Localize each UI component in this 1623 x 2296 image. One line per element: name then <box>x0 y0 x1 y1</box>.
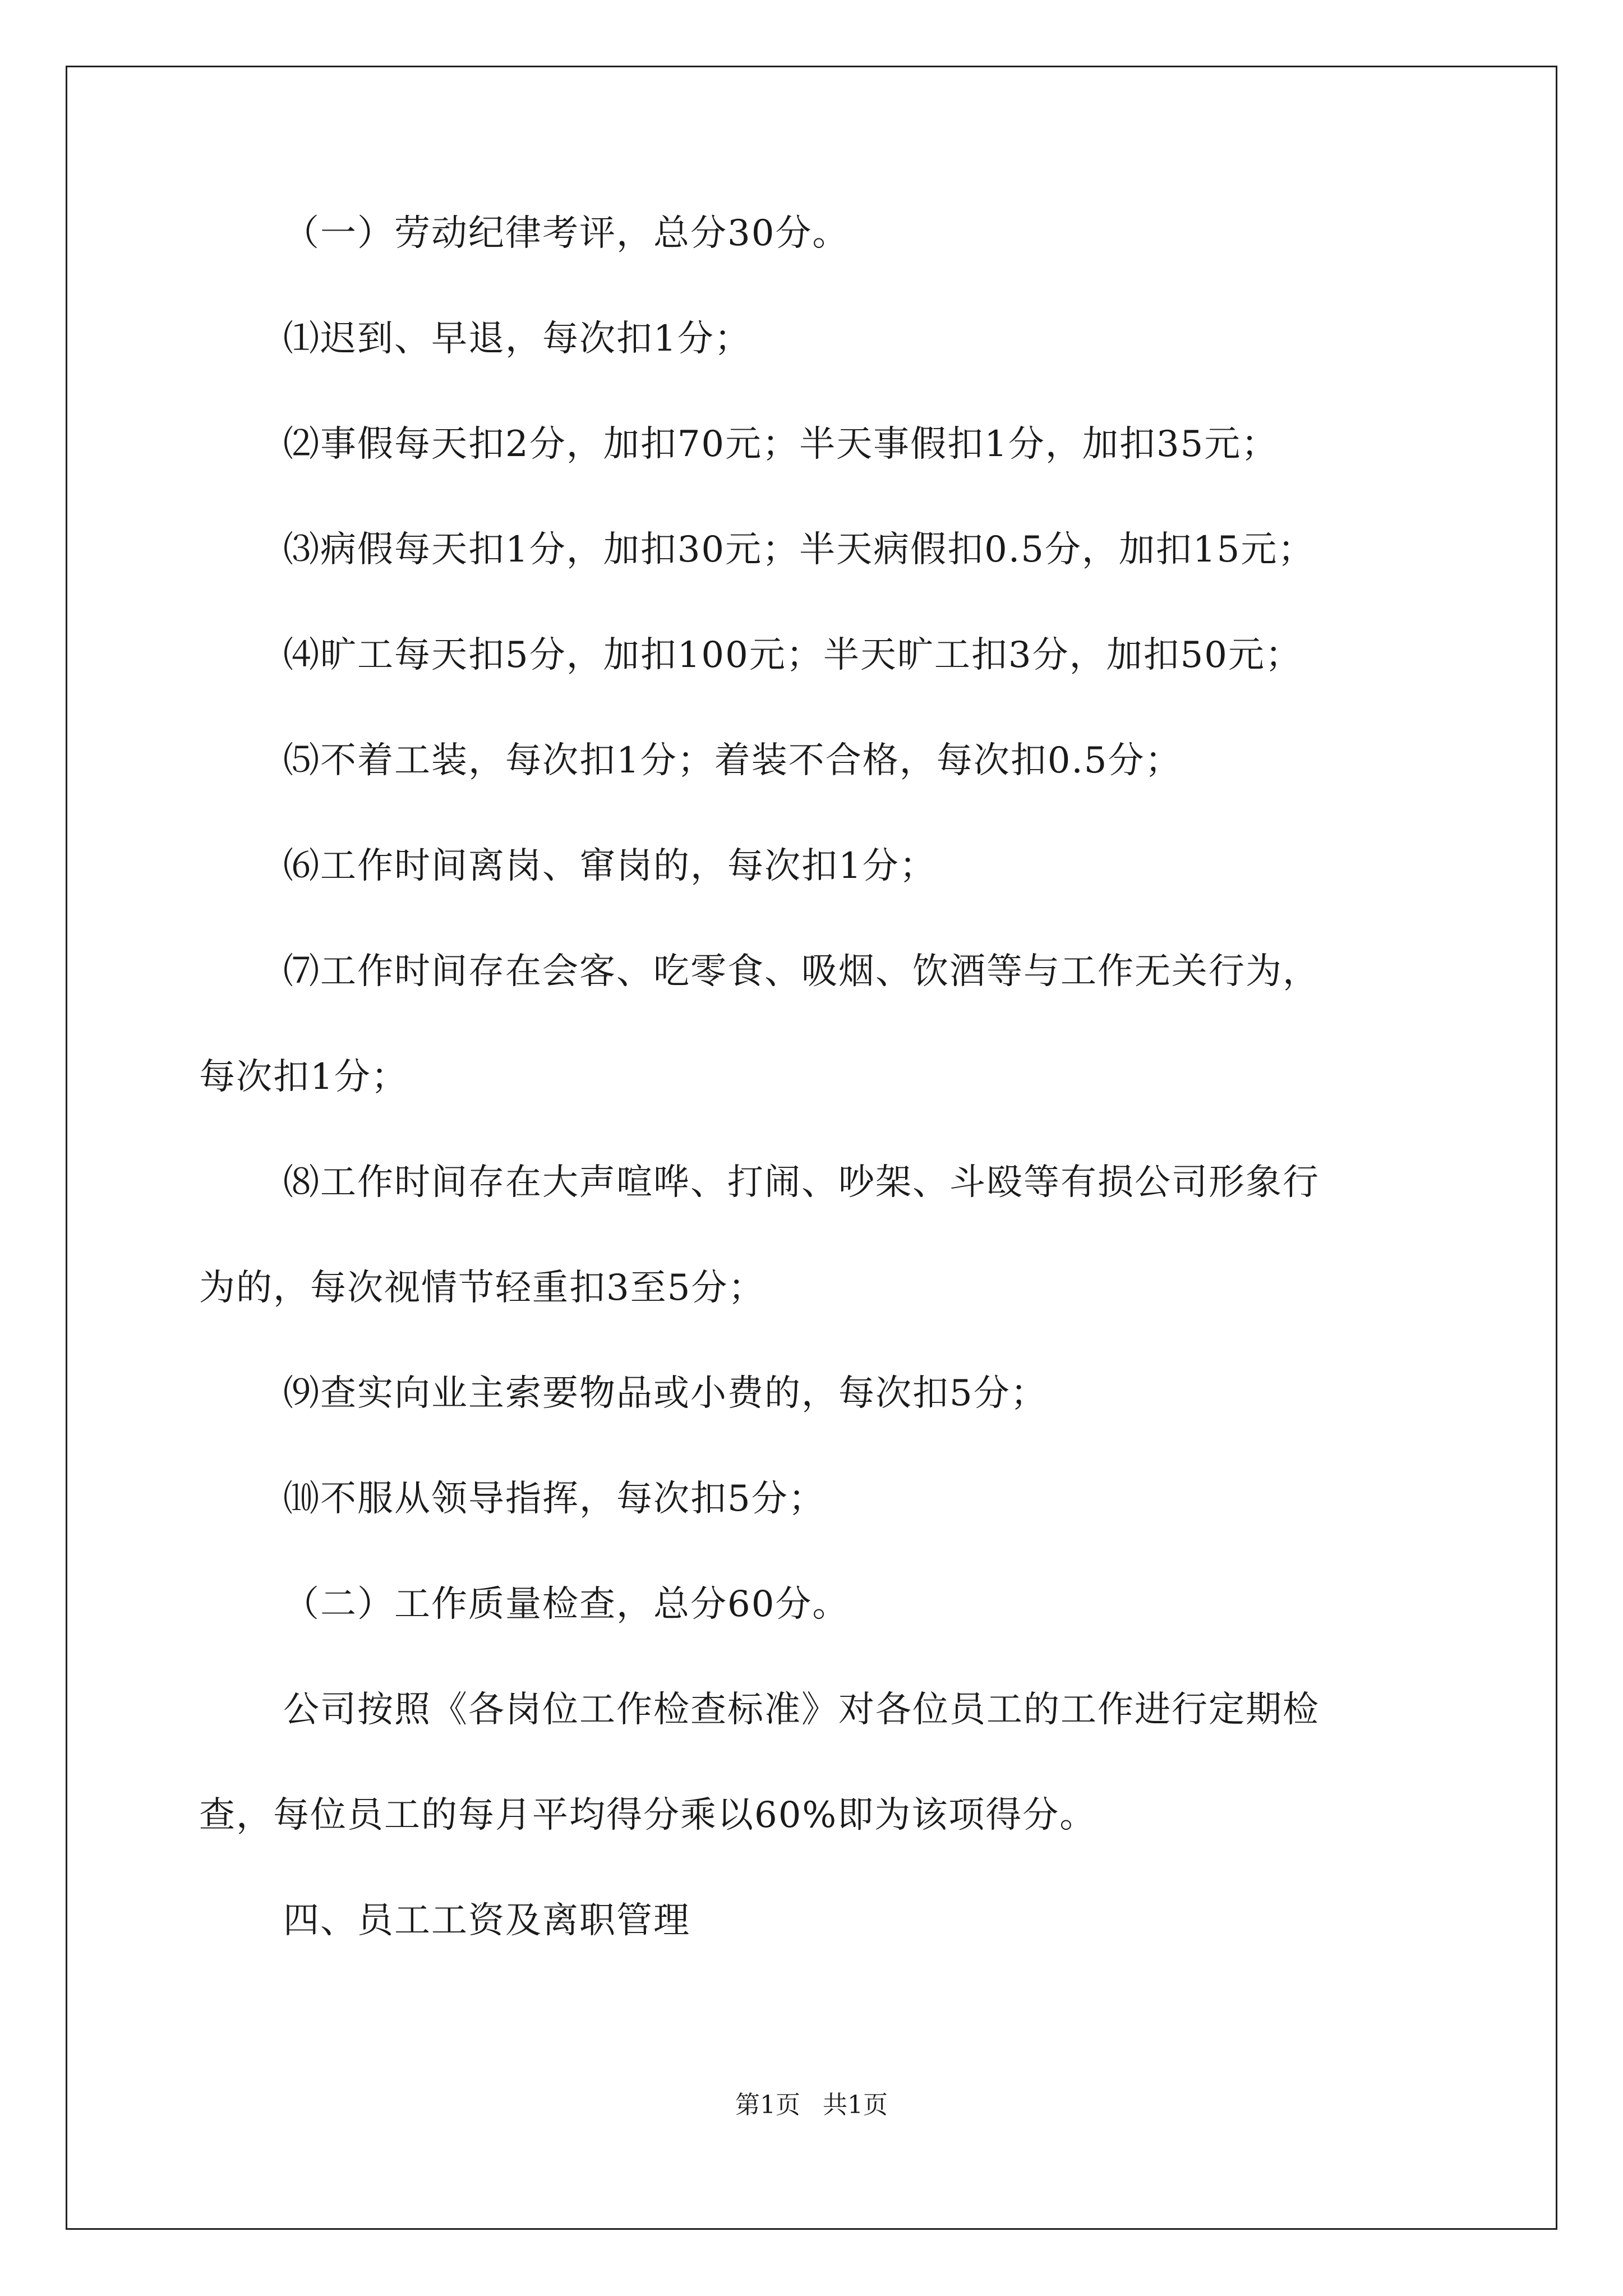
page-number-current: 第1页 <box>735 2091 800 2119</box>
rule-item-8-continued: 为的，每次视情节轻重扣3至5分； <box>199 1267 766 1309</box>
rule-item-3: ⑶病假每天扣1分，加扣30元；半天病假扣0.5分，加扣15元； <box>283 529 1315 570</box>
section-heading-work-quality: （二）工作质量检查，总分60分。 <box>283 1584 850 1625</box>
page-footer <box>0 2091 1623 2120</box>
quality-paragraph: 公司按照《各岗位工作检查标准》对各位员工的工作进行定期检 <box>283 1689 1320 1731</box>
rule-item-5: ⑸不着工装，每次扣1分；着装不合格，每次扣0.5分； <box>283 740 1182 781</box>
rule-item-7-continued: 每次扣1分； <box>199 1056 408 1098</box>
rule-item-8: ⑻工作时间存在大声喧哗、打闹、吵架、斗殴等有损公司形象行 <box>283 1162 1320 1203</box>
rule-item-7: ⑺工作时间存在会客、吃零食、吸烟、饮酒等与工作无关行为， <box>283 951 1320 992</box>
rule-item-6: ⑹工作时间离岗、窜岗的，每次扣1分； <box>283 845 937 887</box>
page-number-total: 共1页 <box>823 2091 888 2119</box>
rule-item-9: ⑼查实向业主索要物品或小费的，每次扣5分； <box>283 1373 1048 1414</box>
rule-item-10: ⑽不服从领导指挥，每次扣5分； <box>283 1478 826 1520</box>
rule-item-2: ⑵事假每天扣2分，加扣70元；半天事假扣1分，加扣35元； <box>283 424 1279 465</box>
section-heading-labor-discipline: （一）劳动纪律考评，总分30分。 <box>283 213 850 254</box>
rule-item-4: ⑷旷工每天扣5分，加扣100元；半天旷工扣3分，加扣50元； <box>283 634 1303 676</box>
rule-item-1: ⑴迟到、早退，每次扣1分； <box>283 318 751 360</box>
section-heading-salary: 四、员工工资及离职管理 <box>283 1900 690 1941</box>
quality-paragraph-continued: 查，每位员工的每月平均得分乘以60%即为该项得分。 <box>199 1795 1097 1836</box>
